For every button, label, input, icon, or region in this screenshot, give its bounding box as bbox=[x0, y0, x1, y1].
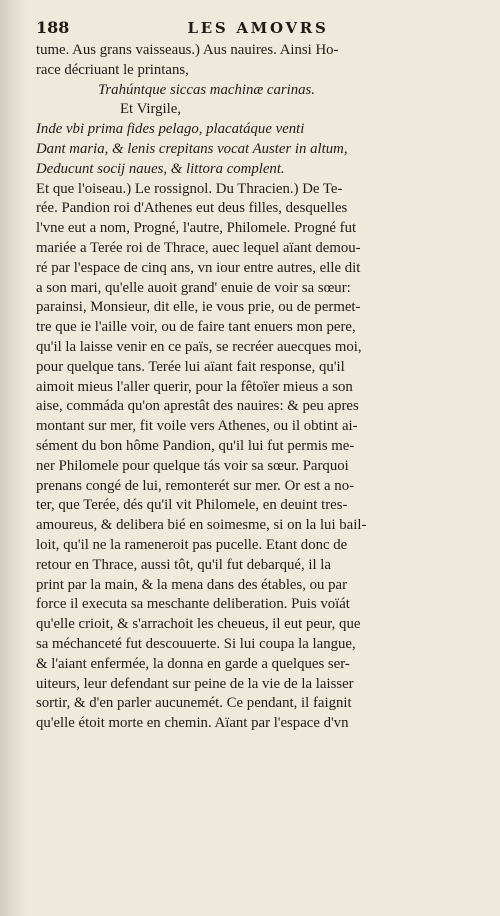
page-header bbox=[36, 18, 480, 37]
text-line: sément du bon hôme Pandion, qu'il lui fut permis me- bbox=[36, 437, 355, 454]
text-line: force il executa sa meschante deliberation. Puis voïát bbox=[36, 596, 350, 613]
commentary-text bbox=[36, 41, 480, 734]
text-line: sortir, & d'en parler aucunemét. Ce pendant, il faignit bbox=[36, 695, 352, 712]
text-line: amoureus, & delibera bié en soimesme, si on la lui bail- bbox=[36, 517, 367, 534]
text-line: & l'aiant enfermée, la donna en garde a quelques ser- bbox=[36, 655, 350, 672]
text-line: montant sur mer, fit voile vers Athenes, ou il obtint ai- bbox=[36, 418, 358, 435]
text-line: uiteurs, leur defendant sur peine de la vie de la laisser bbox=[36, 675, 354, 692]
text-line: l'vne eut a nom, Progné, l'autre, Philomele. Progné fut bbox=[36, 220, 357, 237]
text-line: sa méchanceté fut descouuerte. Si lui coupa la langue, bbox=[36, 635, 356, 652]
text-line: tume. Aus grans vaisseaus.) Aus nauires. Ainsi Ho- bbox=[36, 42, 339, 58]
running-head: LES AMOVRS bbox=[187, 19, 329, 37]
text-line: retour en Thrace, aussi tôt, qu'il fut debarqué, il la bbox=[36, 556, 331, 573]
text-line: prenans congé de lui, remonterét sur mer. Or est a no- bbox=[36, 477, 355, 494]
text-line: aimoit mieus l'aller querir, pour la fêtoïer mieus a son bbox=[36, 378, 353, 395]
text-line: parainsi, Monsieur, dit elle, ie vous prie, ou de permet- bbox=[36, 299, 361, 316]
text-line: aise, commáda qu'on aprestât des nauires: & peu apres bbox=[36, 398, 359, 415]
text-line: loit, qu'il ne la rameneroit pas pucelle. Etant donc de bbox=[36, 536, 348, 553]
text-line: qu'il la laisse venir en ce païs, se recréer auecques moi, bbox=[36, 338, 362, 355]
text-line: qu'elle crioit, & s'arrachoit les cheueus, il eut peur, que bbox=[36, 616, 361, 633]
text-line: Et que l'oiseau.) Le rossignol. Du Thracien.) De Te- bbox=[36, 180, 343, 197]
text-line: a son mari, qu'elle auoit grand' enuie de voir sa sœur: bbox=[36, 279, 351, 296]
text-line: Trahúntque siccas machinæ carinas. bbox=[98, 81, 316, 98]
text-line: Dant maria, & lenis crepitans vocat Auster in altum, bbox=[36, 140, 348, 157]
text-line: Deducunt socij naues, & littora complent. bbox=[36, 160, 285, 177]
text-line: print par la main, & la mena dans des étables, ou par bbox=[36, 576, 348, 593]
text-line: ré par l'espace de cinq ans, vn iour entre autres, elle dit bbox=[36, 259, 361, 276]
text-line: race décriuant le printans, bbox=[36, 61, 189, 78]
page-number: 188 bbox=[36, 18, 70, 37]
text-line: Et Virgile, bbox=[120, 101, 182, 118]
text-line: rée. Pandion roi d'Athenes eut deus filles, desquelles bbox=[36, 200, 348, 217]
text-line: qu'elle étoit morte en chemin. Aïant par l'espace d'vn bbox=[36, 715, 349, 732]
text-line: ner Philomele pour quelque tás voir sa sœur. Parquoi bbox=[36, 457, 349, 474]
text-line: Inde vbi prima fides pelago, placatáque venti bbox=[36, 121, 305, 138]
text-line: mariée a Terée roi de Thrace, auec lequel aïant demou- bbox=[36, 239, 361, 256]
text-line: tre que ie l'aille voir, ou de faire tant enuers mon pere, bbox=[36, 319, 356, 336]
text-line: ter, que Terée, dés qu'il vit Philomele, en deuint tres- bbox=[36, 497, 348, 514]
text-line: pour quelque tans. Terée lui aïant fait response, qu'il bbox=[36, 358, 345, 375]
